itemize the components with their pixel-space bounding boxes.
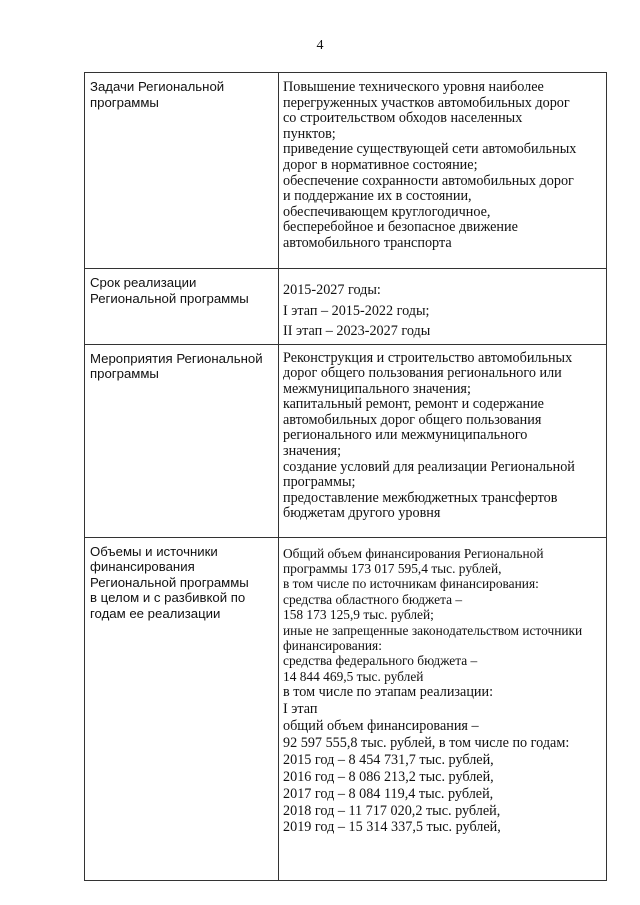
content-line: предоставление межбюджетных трансфертов xyxy=(283,489,558,506)
content-line: 92 597 555,8 тыс. рублей, в том числе по годам: xyxy=(283,734,570,751)
content-line: иные не запрещенные законодательством источники xyxy=(283,622,583,638)
content-line: I этап – 2015-2022 годы; xyxy=(283,302,430,319)
row-content-cell xyxy=(279,269,607,345)
content-line: бюджетам другого уровня xyxy=(283,505,441,522)
row-label-cell xyxy=(85,537,279,880)
row-label-cell xyxy=(85,73,279,269)
content-line: I этап xyxy=(283,701,318,718)
content-line: перегруженных участков автомобильных дорог xyxy=(283,94,570,111)
content-line: дорог в нормативное состояние; xyxy=(283,156,478,173)
content-line: капитальный ремонт, ремонт и содержание xyxy=(283,396,544,413)
content-line: 2019 год – 15 314 337,5 тыс. рублей, xyxy=(283,819,501,836)
content-line: 158 173 125,9 тыс. рублей; xyxy=(283,607,434,623)
content-line: в том числе по источникам финансирования: xyxy=(283,576,539,592)
table-row xyxy=(85,344,607,537)
row-label: Мероприятия Региональной программы xyxy=(90,350,263,382)
content-line: создание условий для реализации Региональной xyxy=(283,458,575,475)
content-line: со строительством обходов населенных xyxy=(283,110,523,127)
content-line: регионального или межмуниципального xyxy=(283,427,528,444)
row-label-cell xyxy=(85,344,279,537)
content-line: обеспечивающем круглогодичное, xyxy=(283,203,491,220)
row-content xyxy=(279,269,606,344)
content-line: 14 844 469,5 тыс. рублей xyxy=(283,668,424,684)
content-line: в том числе по этапам реализации: xyxy=(283,684,494,701)
content-line: пунктов; xyxy=(283,125,336,142)
row-content xyxy=(279,73,606,254)
content-line: автомобильных дорог общего пользования xyxy=(283,411,542,428)
content-line: дорог общего пользования регионального или xyxy=(283,365,562,382)
table-row xyxy=(85,537,607,880)
row-label: Задачи Региональной программы xyxy=(90,79,225,110)
row-content-cell xyxy=(279,537,607,880)
content-line: финансирования: xyxy=(283,637,382,653)
content-line: 2017 год – 8 084 119,4 тыс. рублей, xyxy=(283,785,494,802)
content-line: Реконструкция и строительство автомобильных xyxy=(283,349,573,366)
table-row xyxy=(85,73,607,269)
content-line: 2015 год – 8 454 731,7 тыс. рублей, xyxy=(283,751,494,768)
content-line: 2016 год – 8 086 213,2 тыс. рублей, xyxy=(283,768,494,785)
row-label: Срок реализации Региональной программы xyxy=(90,275,249,306)
row-content-cell xyxy=(279,344,607,537)
content-line: общий объем финансирования – xyxy=(283,717,479,734)
content-line: средства областного бюджета – xyxy=(283,591,463,607)
content-line: бесперебойное и безопасное движение xyxy=(283,219,518,236)
content-line: Общий объем финансирования Региональной xyxy=(283,545,544,561)
row-label: Объемы и источники финансирования Региональной программы в целом и с разбивкой по годам ее реализации xyxy=(90,543,249,621)
table-row xyxy=(85,269,607,345)
content-line: 2018 год – 11 717 020,2 тыс. рублей, xyxy=(283,802,501,819)
content-line: средства федерального бюджета – xyxy=(283,653,478,669)
content-line: и поддержание их в состоянии, xyxy=(283,188,472,205)
row-label-cell xyxy=(85,269,279,345)
content-line: значения; xyxy=(283,443,342,460)
content-line: 2015-2027 годы: xyxy=(283,282,381,298)
content-line: программы 173 017 595,4 тыс. рублей, xyxy=(283,560,502,576)
program-passport-table xyxy=(84,72,607,881)
content-line: II этап – 2023-2027 годы xyxy=(283,323,431,339)
content-line: межмуниципального значения; xyxy=(283,380,471,397)
content-line: обеспечение сохранности автомобильных дорог xyxy=(283,172,574,189)
content-line: программы; xyxy=(283,474,356,491)
content-line: приведение существующей сети автомобильных xyxy=(283,141,577,158)
page-number: 4 xyxy=(316,38,324,53)
content-line: автомобильного транспорта xyxy=(283,234,452,251)
row-content-cell xyxy=(279,73,607,269)
row-content xyxy=(279,345,606,525)
content-line: Повышение технического уровня наиболее xyxy=(283,79,544,95)
row-content xyxy=(279,538,606,839)
